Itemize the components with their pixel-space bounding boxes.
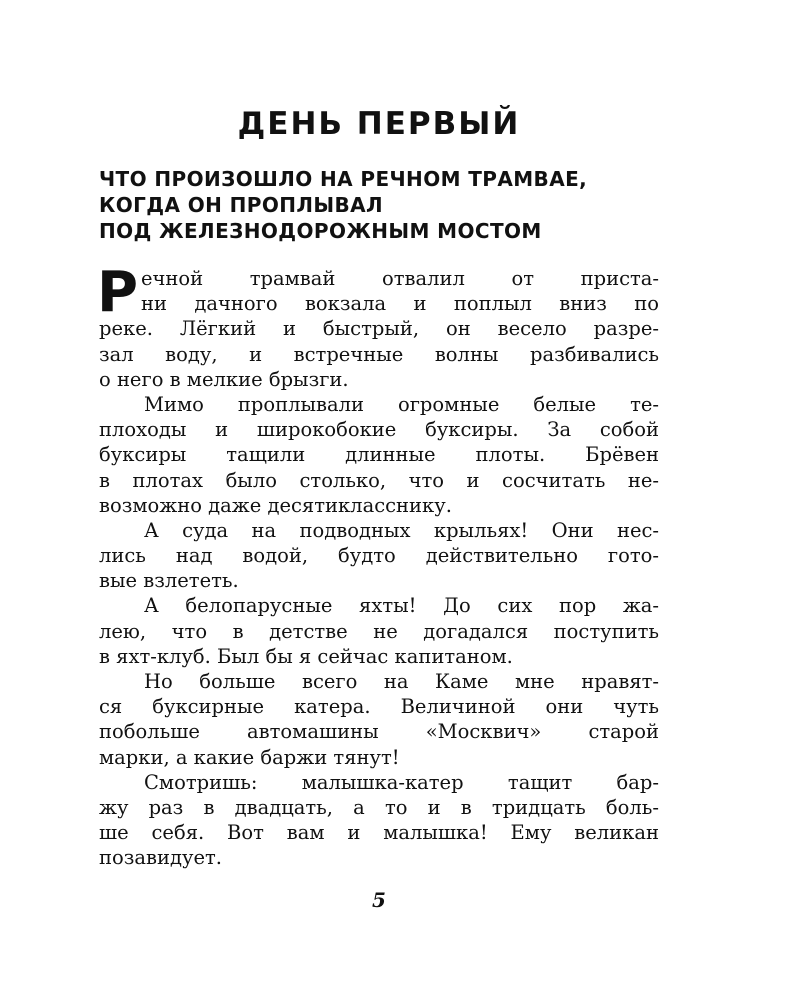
text-line: позавидует.	[99, 846, 222, 870]
chapter-subtitle	[99, 166, 659, 244]
text-line: в яхт-клуб. Был бы я сейчас капитаном.	[99, 644, 513, 668]
subtitle-line: ПОД ЖЕЛЕЗНОДОРОЖНЫМ МОСТОМ	[99, 219, 542, 243]
paragraph	[99, 593, 659, 669]
page-number: 5	[372, 888, 386, 912]
text-line: зал воду, и встречные волны разбивались	[99, 342, 659, 366]
text-line: марки, а какие баржи тянут!	[99, 745, 400, 769]
text-line: лею, что в детстве не догадался поступить	[99, 619, 659, 643]
text-line: Но больше всего на Каме мне нравят-	[144, 670, 659, 693]
text-line: вые взлететь.	[99, 569, 239, 593]
text-line: жу раз в двадцать, а то и в тридцать боль-	[99, 795, 659, 819]
text-line: А белопарусные яхты! До сих пор жа-	[144, 594, 659, 618]
text-line: лись над водой, будто действительно гото-	[99, 544, 659, 568]
text-line: реке. Лёгкий и быстрый, он весело разре-	[99, 317, 659, 341]
chapter-title: ДЕНЬ ПЕРВЫЙ	[237, 106, 521, 142]
drop-cap: Р	[97, 260, 139, 325]
text-line: А суда на подводных крыльях! Они нес-	[144, 518, 659, 542]
paragraph	[99, 669, 659, 770]
text-line: побольше автомашины «Москвич» старой	[99, 720, 659, 744]
text-line: ечной трамвай отвалил от приста-	[141, 267, 659, 290]
text-line: возможно даже десятикласснику.	[99, 493, 452, 517]
text-line: ся буксирные катера. Величиной они чуть	[99, 695, 659, 719]
paragraph	[97, 260, 659, 392]
text-line: Мимо проплывали огромные белые те-	[144, 392, 659, 416]
paragraph	[99, 518, 659, 594]
book-page	[99, 0, 659, 1000]
text-line: ни дачного вокзала и поплыл вниз по	[141, 292, 659, 316]
text-line: в плотах было столько, что и сосчитать не-	[99, 468, 659, 492]
subtitle-line: КОГДА ОН ПРОПЛЫВАЛ	[99, 193, 384, 217]
subtitle-line: ЧТО ПРОИЗОШЛО НА РЕЧНОМ ТРАМВАЕ,	[99, 167, 588, 191]
text-line: ше себя. Вот вам и малышка! Ему великан	[99, 821, 659, 845]
body-text	[97, 260, 659, 871]
text-line: Смотришь: малышка-катер тащит бар-	[144, 770, 659, 794]
text-line: о него в мелкие брызги.	[99, 367, 349, 391]
paragraph	[99, 392, 659, 518]
paragraph	[99, 770, 659, 871]
text-line: буксиры тащили длинные плоты. Брёвен	[99, 443, 659, 467]
text-line: плоходы и широкобокие буксиры. За собой	[99, 418, 659, 442]
